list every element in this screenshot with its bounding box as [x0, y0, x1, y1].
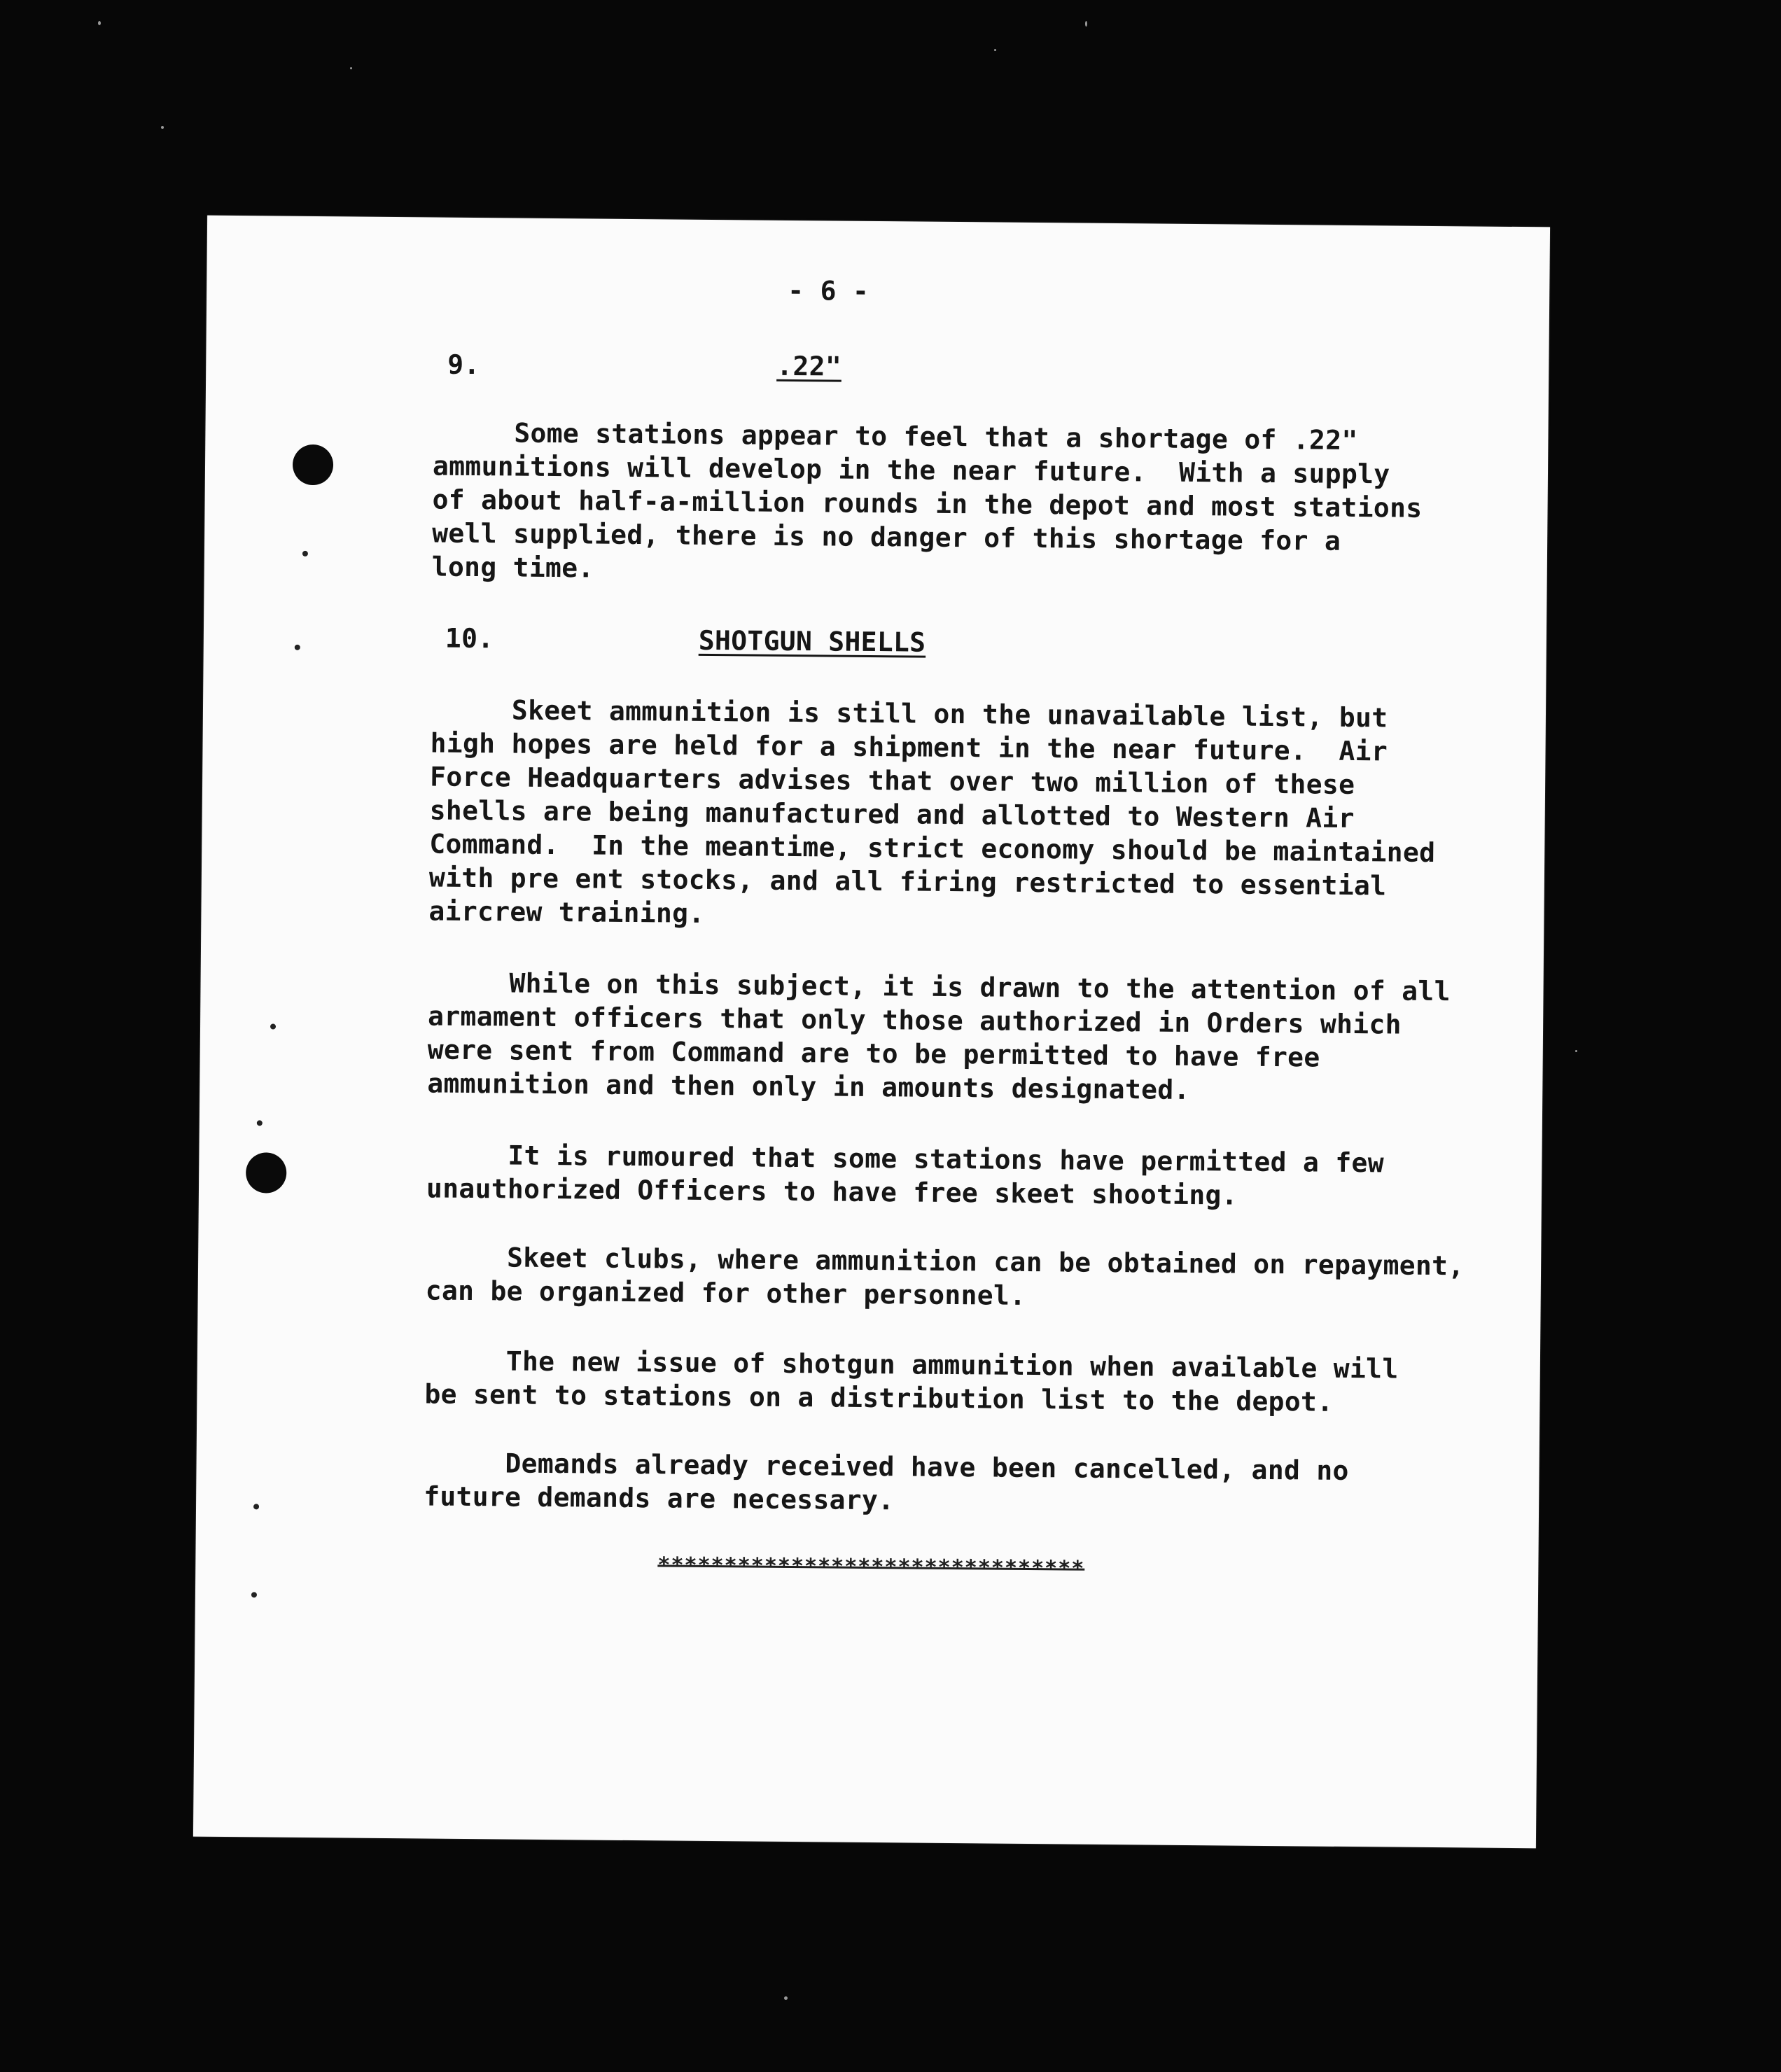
- paragraph: Demands already received have been cancelled, and no future demands are necessary.: [423, 1447, 1349, 1516]
- film-speck: [98, 21, 101, 25]
- margin-mark: [253, 1504, 259, 1509]
- film-speck: [784, 1996, 788, 2000]
- film-speck: [1085, 21, 1087, 27]
- film-speck: [350, 67, 352, 69]
- end-divider: ********************************: [657, 1553, 1085, 1581]
- margin-mark: [302, 551, 308, 556]
- section-title: .22": [776, 350, 842, 382]
- margin-mark: [251, 1592, 257, 1597]
- margin-mark: [295, 645, 300, 650]
- film-speck: [1575, 1050, 1577, 1052]
- section-title: SHOTGUN SHELLS: [698, 624, 926, 658]
- punch-hole: [246, 1152, 287, 1194]
- paragraph: It is rumoured that some stations have permitted a few unauthorized Officers to have free skeet shooting.: [426, 1139, 1385, 1211]
- section-number: 10.: [445, 622, 494, 654]
- punch-hole: [293, 444, 334, 486]
- paragraph: Some stations appear to feel that a shortage of .22" ammunitions will develop in the near future. With a supply of about half-a-million rounds in the depot and most stations well supplied, there is no danger of this shortage for a long time.: [431, 416, 1423, 584]
- paragraph: Skeet clubs, where ammunition can be obtained on repayment, can be organized for other personnel.: [425, 1241, 1465, 1311]
- film-speck: [994, 49, 996, 51]
- film-speck: [161, 126, 164, 129]
- section-number: 9.: [447, 349, 480, 381]
- paragraph: While on this subject, it is drawn to the attention of all armament officers that only those authorized in Orders which were sent from Command are to be permitted to have free ammunition and then only in amounts designated.: [427, 967, 1451, 1105]
- page-number: - 6 -: [788, 274, 869, 307]
- margin-mark: [270, 1024, 276, 1030]
- margin-mark: [257, 1120, 263, 1126]
- paragraph: Skeet ammunition is still on the unavailable list, but high hopes are held for a shipment in the near future. Air Force Headquarters advises that over two million of these shells are being manufactured and allotted to Western Air Command. In the meantime, strict economy should be maintained with pre ent stocks, and all firing restricted to essential aircrew training.: [428, 694, 1436, 929]
- document-page: [193, 216, 1550, 1849]
- paragraph: The new issue of shotgun ammunition when available will be sent to stations on a distribution list to the depot.: [424, 1345, 1399, 1418]
